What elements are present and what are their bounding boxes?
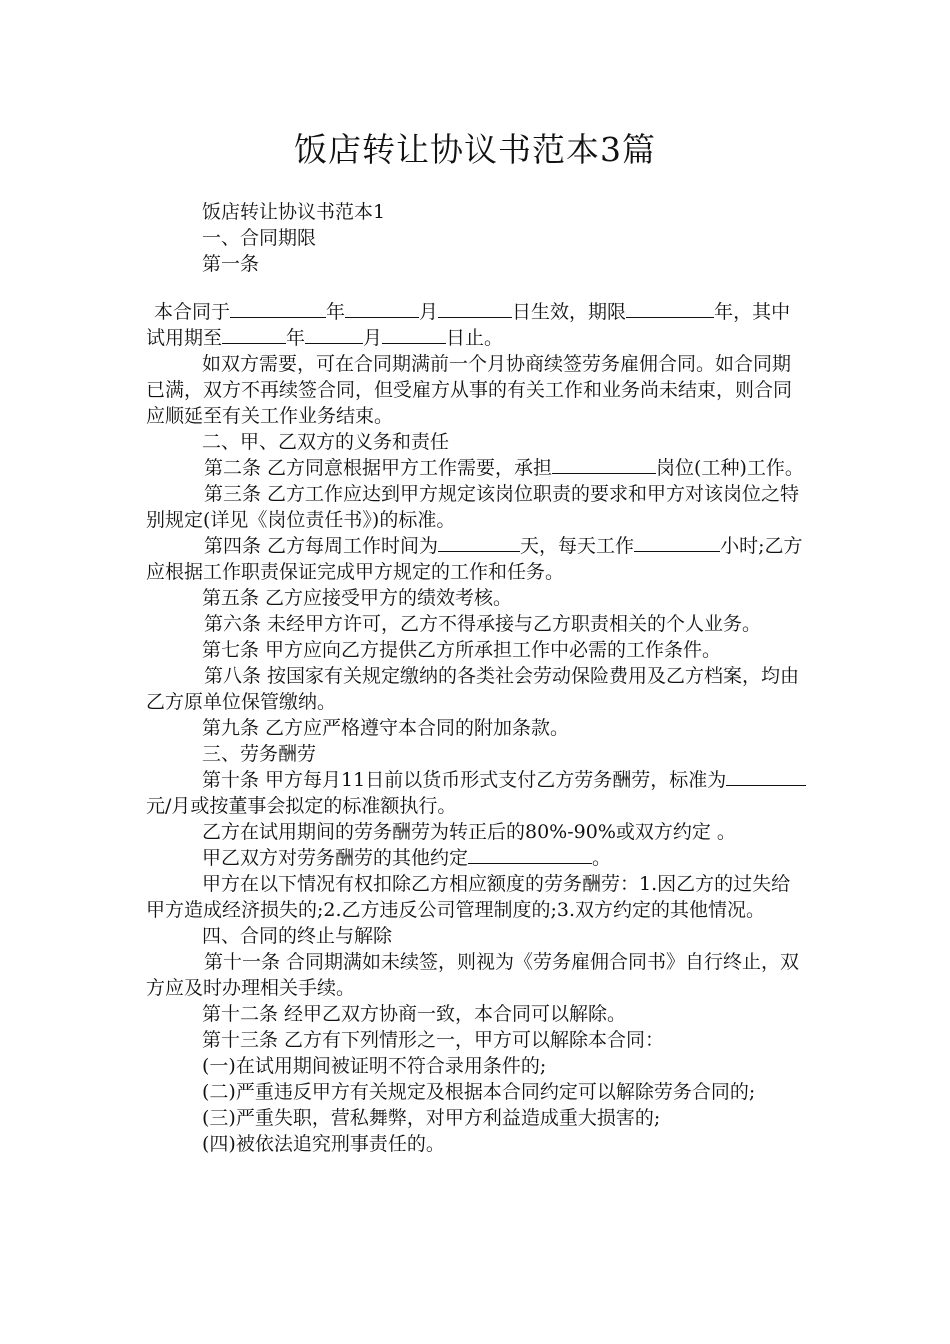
- other-pay-paragraph: 甲乙双方对劳务酬劳的其他约定 。: [202, 847, 612, 869]
- article-7: 第七条 甲方应向乙方提供乙方所承担工作中必需的工作条件。: [202, 639, 722, 661]
- blank-line: [552, 455, 656, 474]
- article-2: 第二条 乙方同意根据甲方工作需要，承担 岗位(工种)工作。: [204, 457, 804, 479]
- blank-line: [468, 845, 592, 864]
- section-heading-3: 三、劳务酬劳: [202, 743, 317, 765]
- blank-line: [222, 325, 286, 344]
- blank-line: [305, 325, 363, 344]
- article-13: 第十三条 乙方有下列情形之一，甲方可以解除本合同：: [202, 1029, 665, 1051]
- blank-line: [634, 533, 720, 552]
- blank-line: [230, 299, 326, 318]
- blank-line: [382, 325, 446, 344]
- article-6: 第六条 未经甲方许可，乙方不得承接与乙方职责相关的个人业务。: [204, 613, 762, 635]
- blank-line: [626, 299, 714, 318]
- list-item-2: (二)严重违反甲方有关规定及根据本合同约定可以解除劳务合同的;: [202, 1081, 756, 1103]
- article-1-title: 第一条: [202, 253, 260, 275]
- deduction-paragraph: 甲方在以下情况有权扣除乙方相应额度的劳务酬劳：1.因乙方的过失给甲方造成经济损失的;2.乙方违反公司管理制度的;3.双方约定的其他情况。: [146, 873, 791, 921]
- sub-heading: 饭店转让协议书范本1: [202, 201, 386, 223]
- list-item-3: (三)严重失职，营私舞弊，对甲方利益造成重大损害的;: [202, 1107, 661, 1129]
- list-item-4: (四)被依法追究刑事责任的。: [202, 1133, 445, 1155]
- blank-line: [438, 299, 512, 318]
- renewal-paragraph: 如双方需要，可在合同期满前一个月协商续签劳务雇佣合同。如合同期已满，双方不再续签合同，但受雇方从事的有关工作和业务尚未结束，则合同应顺延至有关工作业务结束。: [146, 353, 793, 427]
- article-8: 第八条 按国家有关规定缴纳的各类社会劳动保险费用及乙方档案，均由乙方原单位保管缴纳。: [146, 665, 800, 713]
- list-item-1: (一)在试用期间被证明不符合录用条件的;: [202, 1055, 547, 1077]
- article-11: 第十一条 合同期满如未续签，则视为《劳务雇佣合同书》自行终止，双方应及时办理相关手续。: [146, 951, 800, 999]
- blank-line: [726, 767, 806, 786]
- section-heading-4: 四、合同的终止与解除: [202, 925, 393, 947]
- section-heading-1: 一、合同期限: [202, 227, 317, 249]
- section-heading-2: 二、甲、乙双方的义务和责任: [202, 431, 450, 453]
- article-10: 第十条 甲方每月11日前以货币形式支付乙方劳务酬劳，标准为元/月或按董事会拟定的标准额执行。: [146, 767, 808, 819]
- blank-line: [345, 299, 419, 318]
- document-title: 饭店转让协议书范本3篇: [294, 130, 656, 169]
- article-9: 第九条 乙方应严格遵守本合同的附加条款。: [202, 717, 570, 739]
- article-1-text: 本合同于 年 月 日生效，期限 年，其中试用期至 年 月 日止。: [146, 301, 791, 349]
- article-4: 第四条 乙方每周工作时间为 天，每天工作 小时;乙方应根据工作职责保证完成甲方规定的工作和任务。: [146, 535, 803, 583]
- article-12: 第十二条 经甲乙双方协商一致，本合同可以解除。: [202, 1003, 627, 1025]
- probation-pay-paragraph: 乙方在试用期间的劳务酬劳为转正后的80%-90%或双方约定 。: [202, 821, 736, 843]
- spacer: [146, 277, 808, 299]
- document-body: [146, 199, 808, 1157]
- blank-line: [438, 533, 520, 552]
- article-3: 第三条 乙方工作应达到甲方规定该岗位职责的要求和甲方对该岗位之特别规定(详见《岗位责任书》)的标准。: [146, 483, 800, 531]
- article-5: 第五条 乙方应接受甲方的绩效考核。: [202, 587, 513, 609]
